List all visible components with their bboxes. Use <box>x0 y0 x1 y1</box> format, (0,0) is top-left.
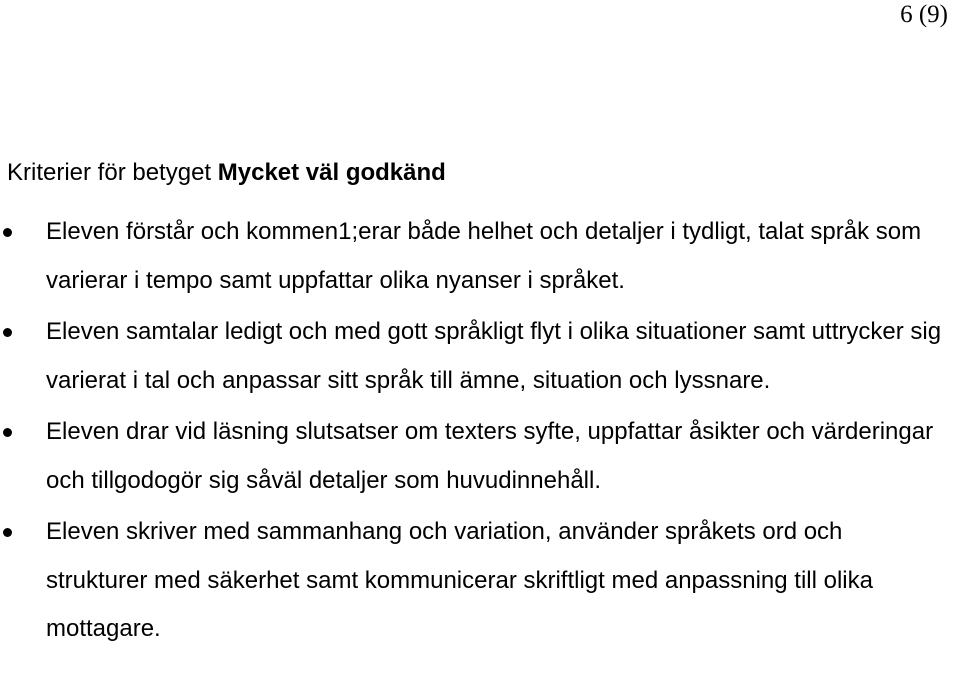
bullet-icon <box>3 428 12 437</box>
criteria-list <box>0 208 950 657</box>
criteria-heading <box>7 158 446 188</box>
criteria-item-text: Eleven samtalar ledigt och med gott språkligt flyt i olika situationer samt uttrycker sig varierat i tal och anpassar sitt språk till ämne, situation och lyssnare. <box>46 318 942 394</box>
criteria-item-listening <box>0 208 950 305</box>
heading-prefix: Kriterier för betyget <box>7 159 218 186</box>
bullet-icon <box>3 528 12 537</box>
criteria-item-speaking <box>0 308 950 405</box>
bullet-icon <box>3 328 12 337</box>
criteria-item-text: Eleven skriver med sammanhang och variation, använder språkets ord och strukturer med säkerhet samt kommunicerar skriftligt med anpassning till olika mottagare. <box>46 518 873 642</box>
grade-label: Mycket väl godkänd <box>217 159 446 186</box>
criteria-item-text: Eleven förstår och kommen1;erar både helhet och detaljer i tydligt, talat språk som varierar i tempo samt uppfattar olika nyanser i språket. <box>46 218 922 294</box>
criteria-item-text: Eleven drar vid läsning slutsatser om texters syfte, uppfattar åsikter och värderingar och tillgodogör sig såväl detaljer som huvudinnehåll. <box>46 418 934 494</box>
bullet-icon <box>3 228 12 237</box>
criteria-item-writing <box>0 508 950 654</box>
criteria-item-reading <box>0 408 950 505</box>
page-number: 6 (9) <box>900 1 948 28</box>
